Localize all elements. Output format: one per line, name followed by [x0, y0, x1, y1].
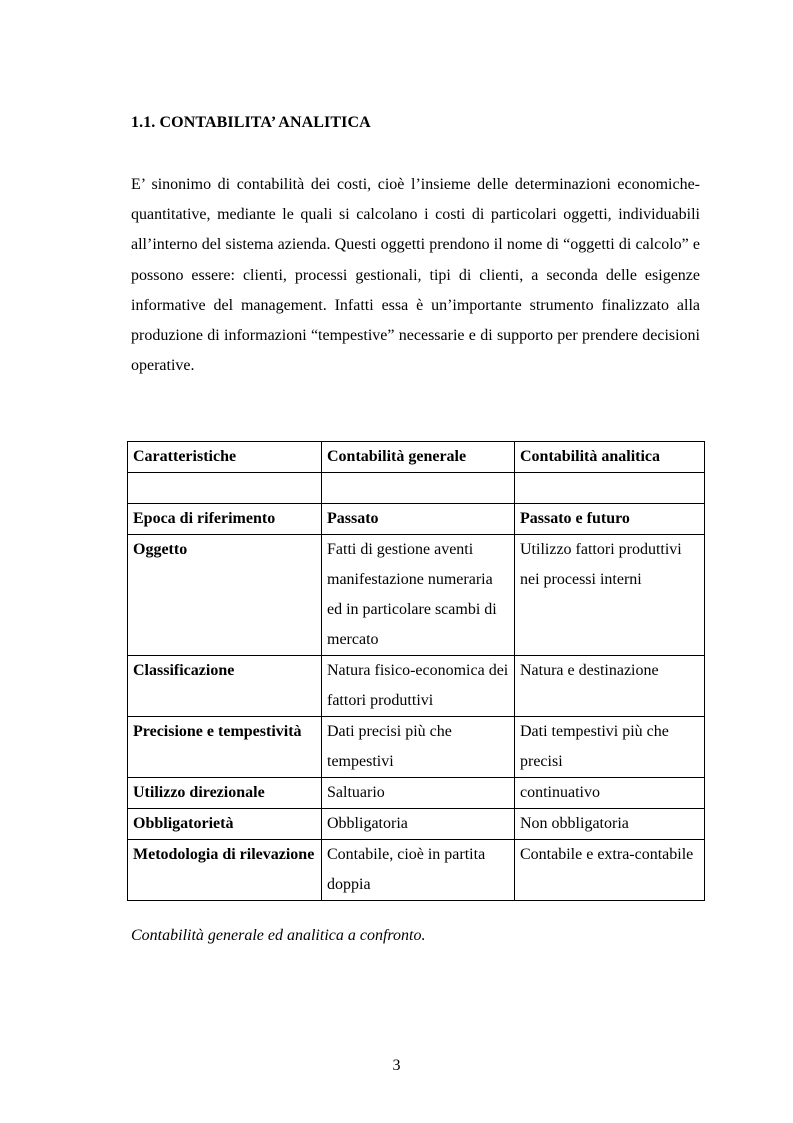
header-cell-analytic: Contabilità analitica	[515, 442, 705, 473]
table-row	[128, 717, 705, 778]
section-heading: 1.1. CONTABILITA’ ANALITICA	[131, 114, 371, 131]
empty-cell	[322, 473, 515, 504]
table-row	[128, 840, 705, 901]
table-row	[128, 809, 705, 840]
general-cell: Passato	[322, 504, 515, 535]
table-header-row	[128, 442, 705, 473]
row-label: Utilizzo direzionale	[128, 778, 322, 809]
row-label: Precisione e tempestività	[128, 717, 322, 778]
general-cell: Fatti di gestione aventi manifestazione numeraria ed in particolare scambi di mercato	[322, 535, 515, 656]
row-label: Epoca di riferimento	[128, 504, 322, 535]
header-cell-characteristics: Caratteristiche	[128, 442, 322, 473]
row-label: Metodologia di rilevazione	[128, 840, 322, 901]
analytic-cell: Utilizzo fattori produttivi nei processi interni	[515, 535, 705, 656]
table-empty-row	[128, 473, 705, 504]
row-label: Classificazione	[128, 656, 322, 717]
general-cell: Natura fisico-economica dei fattori produttivi	[322, 656, 515, 717]
analytic-cell: Dati tempestivi più che precisi	[515, 717, 705, 778]
header-cell-general: Contabilità generale	[322, 442, 515, 473]
general-cell: Dati precisi più che tempestivi	[322, 717, 515, 778]
general-cell: Obbligatoria	[322, 809, 515, 840]
analytic-cell: Non obbligatoria	[515, 809, 705, 840]
intro-paragraph: E’ sinonimo di contabilità dei costi, cioè l’insieme delle determinazioni economiche-quantitative, mediante le quali si calcolano i costi di particolari oggetti, individuabili all’interno del sistema azienda. Questi oggetti prendono il nome di “oggetti di calcolo” e possono essere: clienti, processi gestionali, tipi di clienti, a seconda delle esigenze informative del management. Infatti essa è un’importante strumento finalizzato alla produzione di informazioni “tempestive” necessarie e di supporto per prendere decisioni operative.	[131, 176, 700, 375]
comparison-table	[127, 441, 705, 901]
table-caption: Contabilità generale ed analitica a confronto.	[131, 927, 426, 944]
general-cell: Contabile, cioè in partita doppia	[322, 840, 515, 901]
empty-cell	[515, 473, 705, 504]
analytic-cell: Passato e futuro	[515, 504, 705, 535]
analytic-cell: Natura e destinazione	[515, 656, 705, 717]
row-label: Obbligatorietà	[128, 809, 322, 840]
row-label: Oggetto	[128, 535, 322, 656]
table-row	[128, 656, 705, 717]
general-cell: Saltuario	[322, 778, 515, 809]
analytic-cell: continuativo	[515, 778, 705, 809]
table-row	[128, 504, 705, 535]
table-row	[128, 535, 705, 656]
page-number: 3	[392, 1057, 401, 1074]
empty-cell	[128, 473, 322, 504]
analytic-cell: Contabile e extra-contabile	[515, 840, 705, 901]
table-row	[128, 778, 705, 809]
